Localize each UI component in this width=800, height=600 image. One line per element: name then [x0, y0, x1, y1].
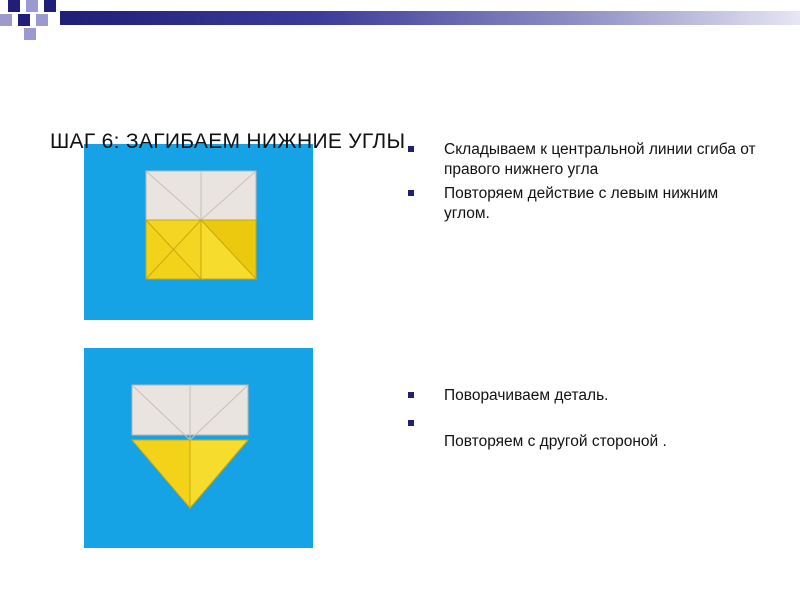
- header-gradient-bar: [60, 11, 800, 25]
- bullet-item: [408, 184, 758, 224]
- bullet-list-bottom: [408, 386, 758, 456]
- bullet-item: [408, 386, 758, 406]
- bullet-text: Повторяем действие с левым нижним углом.: [444, 185, 719, 222]
- bullet-square-icon: [408, 146, 414, 152]
- origami-photo-step2: [84, 348, 313, 548]
- deco-square: [18, 14, 30, 26]
- bullet-square-icon: [408, 420, 414, 426]
- bullet-item: [408, 140, 758, 180]
- deco-square: [44, 0, 56, 12]
- bullet-square-icon: [408, 190, 414, 196]
- deco-square: [26, 0, 38, 12]
- bullet-square-icon: [408, 392, 414, 398]
- header-decoration: [0, 0, 800, 40]
- slide-title: ШАГ 6: ЗАГИБАЕМ НИЖНИЕ УГЛЫ: [50, 130, 406, 153]
- deco-square: [8, 0, 20, 12]
- deco-square: [36, 14, 48, 26]
- bullet-text: Поворачиваем деталь.: [444, 387, 609, 404]
- bullet-item: [408, 414, 758, 452]
- deco-square: [0, 14, 12, 26]
- bullet-text: Повторяем с другой стороной .: [444, 433, 667, 450]
- deco-square: [24, 28, 36, 40]
- bullet-text: Складываем к центральной линии сгиба от правого нижнего угла: [444, 141, 756, 178]
- origami-photo-step1: [84, 144, 313, 320]
- bullet-list-top: [408, 140, 758, 228]
